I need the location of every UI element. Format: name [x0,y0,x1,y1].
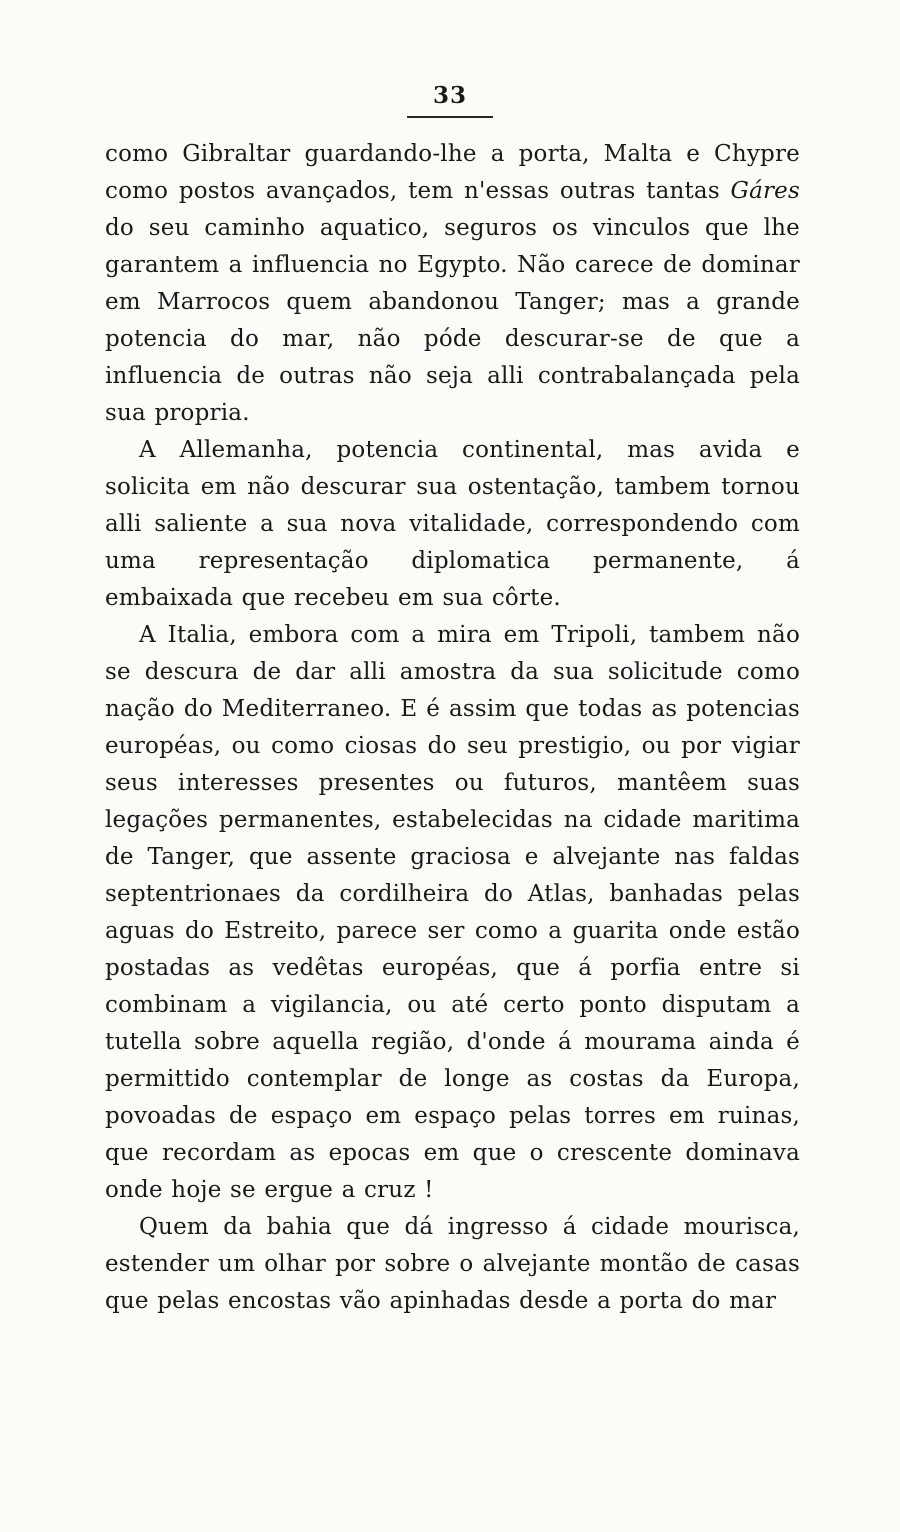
paragraph [105,617,800,1209]
paragraph [105,136,800,432]
page-number: 33 [407,82,493,118]
text-segment: como Gibraltar guardando-lhe a porta, Malta e Chypre como postos avançados, tem n'essas outras tantas [105,141,800,204]
page-text [105,136,800,1320]
text-segment: do seu caminho aquatico, seguros os vinculos que lhe garantem a influencia no Egypto. Não carece de dominar em Marrocos quem abandonou Tanger; mas a grande potencia do mar, não póde descurar-se de que a influencia de outras não seja alli contrabalançada pela sua propria. [105,215,800,426]
text-segment: A Allemanha, potencia continental, mas avida e solicita em não descurar sua ostentação, tambem tornou alli saliente a sua nova vitalidade, correspondendo com uma representação diplomatica permanente, á embaixada que recebeu em sua côrte. [105,437,800,611]
paragraph [105,432,800,617]
italic-text-segment: Gáres [730,178,800,204]
text-segment: A Italia, embora com a mira em Tripoli, tambem não se descura de dar alli amostra da sua solicitude como nação do Mediterraneo. E é assim que todas as potencias européas, ou como ciosas do seu prestigio, ou por vigiar seus interesses presentes ou futuros, mantêem suas legações permanentes, estabelecidas na cidade maritima de Tanger, que assente graciosa e alvejante nas faldas septentrionaes da cordilheira do Atlas, banhadas pelas aguas do Estreito, parece ser como a guarita onde estão postadas as vedêtas européas, que á porfia entre si combinam a vigilancia, ou até certo ponto disputam a tutella sobre aquella região, d'onde á mourama ainda é permittido contemplar de longe as costas da Europa, povoadas de espaço em espaço pelas torres em ruinas, que recordam as epocas em que o crescente dominava onde hoje se ergue a cruz ! [105,622,800,1203]
paragraph [105,1209,800,1320]
page-header [0,0,900,118]
text-segment: Quem da bahia que dá ingresso á cidade mourisca, estender um olhar por sobre o alvejante montão de casas que pelas encostas vão apinhadas desde a porta do mar [105,1214,800,1314]
